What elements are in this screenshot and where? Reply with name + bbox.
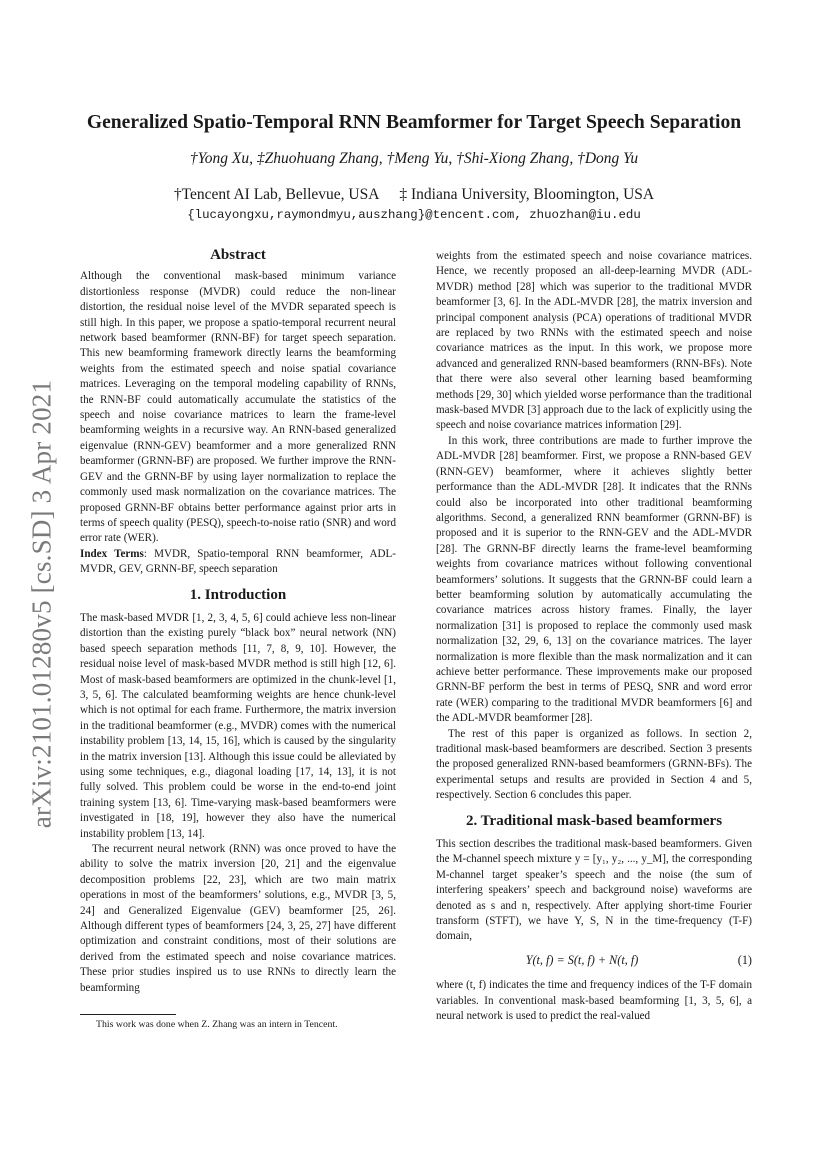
arxiv-identifier-text: arXiv:2101.01280v5 [cs.SD] 3 Apr 2021 [26, 379, 57, 829]
index-terms-label: Index Terms [80, 547, 144, 560]
affiliation-tencent: †Tencent AI Lab, Bellevue, USA [173, 186, 380, 203]
footnote-rule [80, 1014, 176, 1015]
arxiv-identifier [22, 364, 62, 844]
intro-paragraph-5: The rest of this paper is organized as follows. In section 2, traditional mask-based beamformers are described. Section 3 presents the proposed generalized RNN-based beamformers (GRNN-BFs). The experimental setups and results are provided in Section 4 and 5, respectively. Section 6 concludes this paper. [436, 727, 752, 802]
traditional-paragraph-1: This section describes the traditional mask-based beamformers. Given the M-channel speech mixture y = [y₁, y₂, ..., y_M], the corresponding M-channel target speaker’s speech and the noise (the sum of interfering speakers’ speech and background noise) waveforms are denoted as s and n, respectively. After applying short-time Fourier transform (STFT), we have Y, S, N in the time-frequency (T-F) domain, [436, 838, 752, 943]
right-column [436, 249, 752, 1025]
abstract-heading: Abstract [210, 247, 266, 263]
equation-1 [436, 953, 752, 968]
intro-paragraph-3: weights from the estimated speech and noise covariance matrices. Hence, we recently proposed an all-deep-learning MVDR (ADL-MVDR) method [28] which was superior to the traditional MVDR beamformer [3, 6]. In the ADL-MVDR [28], the matrix inversion and principal component analysis (PCA) operations of traditional MVDR are replaced by two RNNs with the estimated speech and noise covariance matrices as the input. In this work, we propose more advanced and generalized RNN-based beamformers (RNN-BFs). Note that there were also several other learning based beamforming methods [29, 30] which yielded worse performance than the traditional mask-based MVDR [3] approach due to the lack of explicitly using the speech and noise covariance matrices information [29]. [436, 250, 752, 432]
affiliation-indiana: ‡ Indiana University, Bloomington, USA [399, 186, 655, 203]
author-list: †Yong Xu, ‡Zhuohuang Zhang, †Meng Yu, †Shi-Xiong Zhang, †Dong Yu [189, 150, 639, 167]
equation-body: Y(t, f) = S(t, f) + N(t, f) [525, 952, 639, 967]
intro-paragraph-2: The recurrent neural network (RNN) was once proved to have the ability to solve the matrix inversion [20, 21] and the eigenvalue decomposition problems [22, 23], which are two main matrix operations in most of the beamformers’ solutions, e.g., MVDR [3, 5, 24] and Generalized Eigenvalue (GEV) beamformer [25, 26]. Although different types of beamformers [24, 3, 25, 27] have different optimization and constraint conditions, most of their solutions are derived from the estimated speech and noise covariance matrices. These prior studies inspired us to use RNNs to directly learn the beamforming [80, 843, 396, 994]
paper-title: Generalized Spatio-Temporal RNN Beamformer for Target Speech Separation [86, 112, 742, 133]
left-column [80, 248, 396, 996]
abstract-text: Although the conventional mask-based minimum variance distortionless response (MVDR) could reduce the non-linear distortion, the residual noise level of the MVDR separated speech is still high. In this paper, we propose a spatio-temporal recurrent neural network based beamformer (RNN-BF) for target speech separation. This new beamforming framework directly learns the beamforming weights from the estimated speech and noise spatial covariance matrices. Leveraging on the temporal modeling capability of RNNs, the RNN-BF could automatically accumulate the statistics of the speech and noise covariance matrices to learn the frame-level beamforming weights in a recursive way. An RNN-based generalized eigenvalue (RNN-GEV) beamformer and a more generalized RNN beamformer (GRNN-BF) are proposed. We further improve the RNN-GEV and the GRNN-BF by using layer normalization to replace the commonly used mask normalization on the covariance matrices. The proposed GRNN-BF obtains better performance against prior arts in terms of speech quality (PESQ), speech-to-noise ratio (SNR) and word error rate (WER). [80, 270, 396, 545]
affiliations [60, 186, 768, 204]
index-terms [80, 547, 396, 578]
intro-paragraph-1: The mask-based MVDR [1, 2, 3, 4, 5, 6] could achieve less non-linear distortion than the existing purely “black box” neural network (NN) based speech separation methods [11, 7, 8, 9, 10]. However, the residual noise level of mask-based MVDR method is still high [12, 6]. Most of mask-based beamformers are optimized in the chunk-level [1, 3, 5, 6]. The calculated beamforming weights are hence chunk-level which is not optimal for each frame. Furthermore, the matrix inversion in the traditional beamformer (e.g., MVDR) comes with the numerical instability problem [13, 14, 15, 16], which is caused by the singularity in the matrix inversion [13]. Although this issue could be alleviated by using some techniques, e.g., diagonal loading [17, 14, 13], it is not fully solved. This problem could be worse in the end-to-end joint training system [13, 6]. Time-varying mask-based beamformers were investigated in [18, 19], however they also have the numerical instability problem [13, 14]. [80, 611, 396, 840]
traditional-paragraph-2: where (t, f) indicates the time and frequency indices of the T-F domain variables. In conventional mask-based beamforming [1, 3, 5, 6], a neural network is used to predict the real-valued [436, 979, 752, 1023]
intro-paragraph-4: In this work, three contributions are made to further improve the ADL-MVDR [28] beamformer. First, we propose a RNN-based GEV (RNN-GEV) beamformer, where it achieves slightly better performance than the ADL-MVDR [28]. It indicates that the RNNs could also be incorporated into other traditional beamforming algorithms. Second, a generalized RNN beamformer (GRNN-BF) is proposed and it is superior to the RNN-GEV and the ADL-MVDR [28]. The GRNN-BF directly learns the frame-level beamforming weights from covariance matrices without following conventional beamformers’ solutions. It suggests that the GRNN-BF could learn a better beamforming solution by automatically accumulating the covariance matrices across history frames. Finally, the layer normalization [31] is proposed to replace the commonly used mask normalization [32, 29, 6, 13] on the covariance matrices. The layer normalization is more flexible than the mask normalization and it can achieve better performance. These improvements make our proposed GRNN-BF perform the best in terms of PESQ, SNR and word error rate (WER) comparing to the traditional MVDR beamformers [6] and the ADL-MVDR beamformer [28]. [436, 434, 752, 725]
index-terms-list: : MVDR, Spatio-temporal RNN beamformer, ADL-MVDR, GEV, GRNN-BF, speech separation [80, 547, 396, 576]
section-introduction-heading: 1. Introduction [189, 586, 287, 603]
section-traditional-heading: 2. Traditional mask-based beamformers [465, 812, 723, 829]
equation-number: (1) [737, 952, 752, 967]
author-emails: {lucayongxu,raymondmyu,auszhang}@tencent.com, zhuozhan@iu.edu [187, 208, 641, 222]
footnote: This work was done when Z. Zhang was an intern in Tencent. [96, 1019, 338, 1030]
